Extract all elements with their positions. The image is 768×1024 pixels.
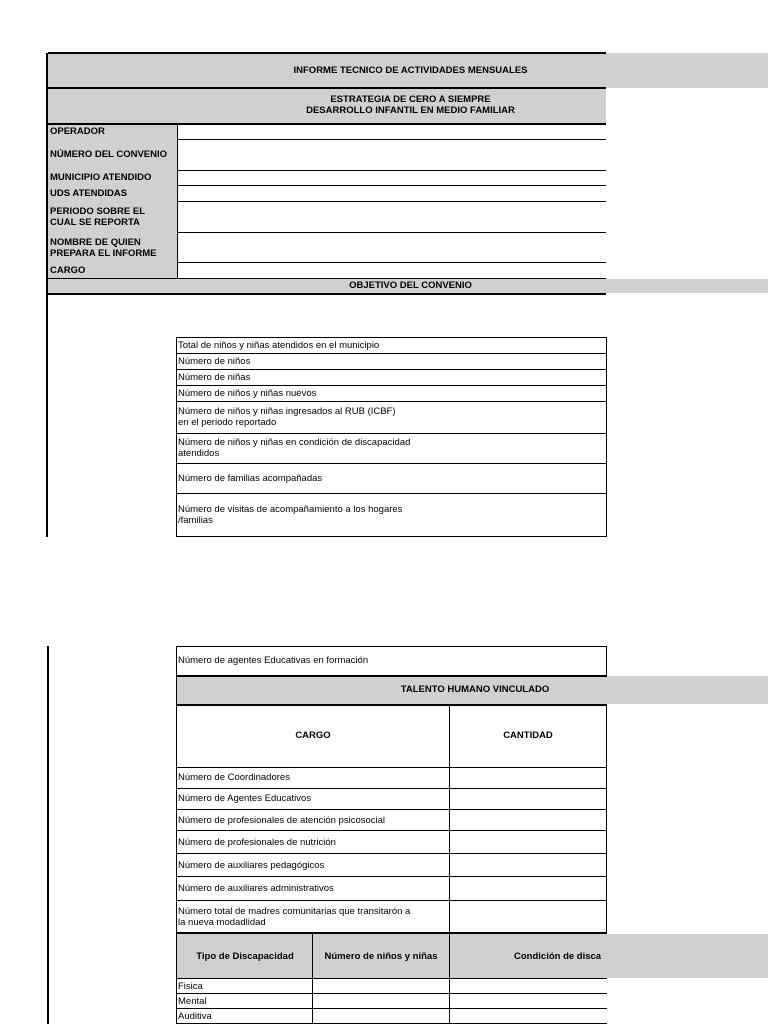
cantidad-cell[interactable] — [450, 877, 606, 900]
label-periodo: PERIODO SOBRE EL CUAL SE REPORTA — [50, 206, 146, 228]
nombre-value-cell[interactable] — [178, 234, 606, 262]
talent-heading: TALENTO HUMANO VINCULADO — [400, 684, 550, 695]
stat-numero-ninas: Número de niñas — [178, 372, 251, 383]
label-nombre-prepara: NOMBRE DE QUIEN PREPARA EL INFORME — [50, 237, 157, 259]
staff-nutricion: Número de profesionales de nutrición — [178, 837, 336, 848]
stat-ninos-nuevos: Número de niños y niñas nuevos — [178, 388, 317, 399]
stat-discapacidad: Número de niños y niñas en condición de discapacidad atendidos — [178, 437, 411, 459]
col-header-numero-ninos: Número de niños y niñas — [324, 951, 438, 962]
cantidad-cell[interactable] — [450, 831, 606, 853]
staff-coordinadores: Número de Coordinadores — [178, 772, 290, 783]
cantidad-cell[interactable] — [450, 854, 606, 876]
cantidad-cell[interactable] — [450, 810, 606, 830]
report-title: INFORME TECNICO DE ACTIVIDADES MENSUALES — [293, 65, 528, 76]
agents-in-training-label: Número de agentes Educativas en formación — [178, 655, 369, 666]
periodo-value-cell[interactable] — [178, 203, 606, 232]
staff-auxiliares-pedagogicos: Número de auxiliares pedagógicos — [178, 860, 325, 871]
stat-familias: Número de familias acompañadas — [178, 473, 323, 484]
col-header-cantidad: CANTIDAD — [503, 730, 553, 741]
label-uds-atendidas: UDS ATENDIDAS — [50, 188, 128, 199]
label-municipio-atendido: MUNICIPIO ATENDIDO — [50, 172, 152, 183]
stat-visitas: Número de visitas de acompañamiento a los hogares /familias — [178, 504, 403, 526]
cantidad-cell[interactable] — [450, 789, 606, 809]
uds-value-cell[interactable] — [178, 187, 606, 201]
cargo-value-cell[interactable] — [178, 264, 606, 277]
subtitle-line-2: DESARROLLO INFANTIL EN MEDIO FAMILIAR — [306, 105, 515, 116]
col-header-cargo: CARGO — [295, 730, 331, 741]
col-header-condicion: Condición de disca — [514, 951, 602, 962]
label-cargo: CARGO — [50, 265, 86, 276]
cantidad-cell[interactable] — [450, 769, 606, 788]
stat-ingresados-rub: Número de niños y niñas ingresados al RUB (ICBF) en el periodo reportado — [178, 406, 396, 428]
municipio-value-cell[interactable] — [178, 171, 606, 185]
disability-fisica: Fisica — [178, 981, 203, 992]
disability-auditiva: Auditiva — [178, 1011, 212, 1022]
cantidad-cell[interactable] — [450, 901, 606, 932]
subtitle-line-1: ESTRATEGIA DE CERO A SIEMPRE — [330, 94, 491, 105]
numero-convenio-value-cell[interactable] — [178, 141, 606, 170]
staff-auxiliares-administrativos: Número de auxiliares administrativos — [178, 883, 334, 894]
stat-total-ninos: Total de niños y niñas atendidos en el municipio — [178, 340, 380, 351]
label-numero-convenio: NÚMERO DEL CONVENIO — [50, 149, 168, 160]
label-operador: OPERADOR — [50, 126, 105, 137]
staff-psicosocial: Número de profesionales de atención psicosocial — [178, 815, 386, 826]
stat-numero-ninos: Número de niños — [178, 356, 251, 367]
disability-mental: Mental — [178, 996, 207, 1007]
staff-madres-comunitarias: Número total de madres comunitarias que transitarón a la nueva modadlidad — [178, 906, 411, 928]
objective-text-area[interactable] — [50, 296, 606, 336]
operador-value-cell[interactable] — [178, 125, 606, 139]
col-header-tipo-discapacidad: Tipo de Discapacidad — [196, 951, 294, 962]
objective-heading: OBJETIVO DEL CONVENIO — [349, 280, 472, 291]
staff-agentes-educativos: Número de Agentes Educativos — [178, 793, 312, 804]
